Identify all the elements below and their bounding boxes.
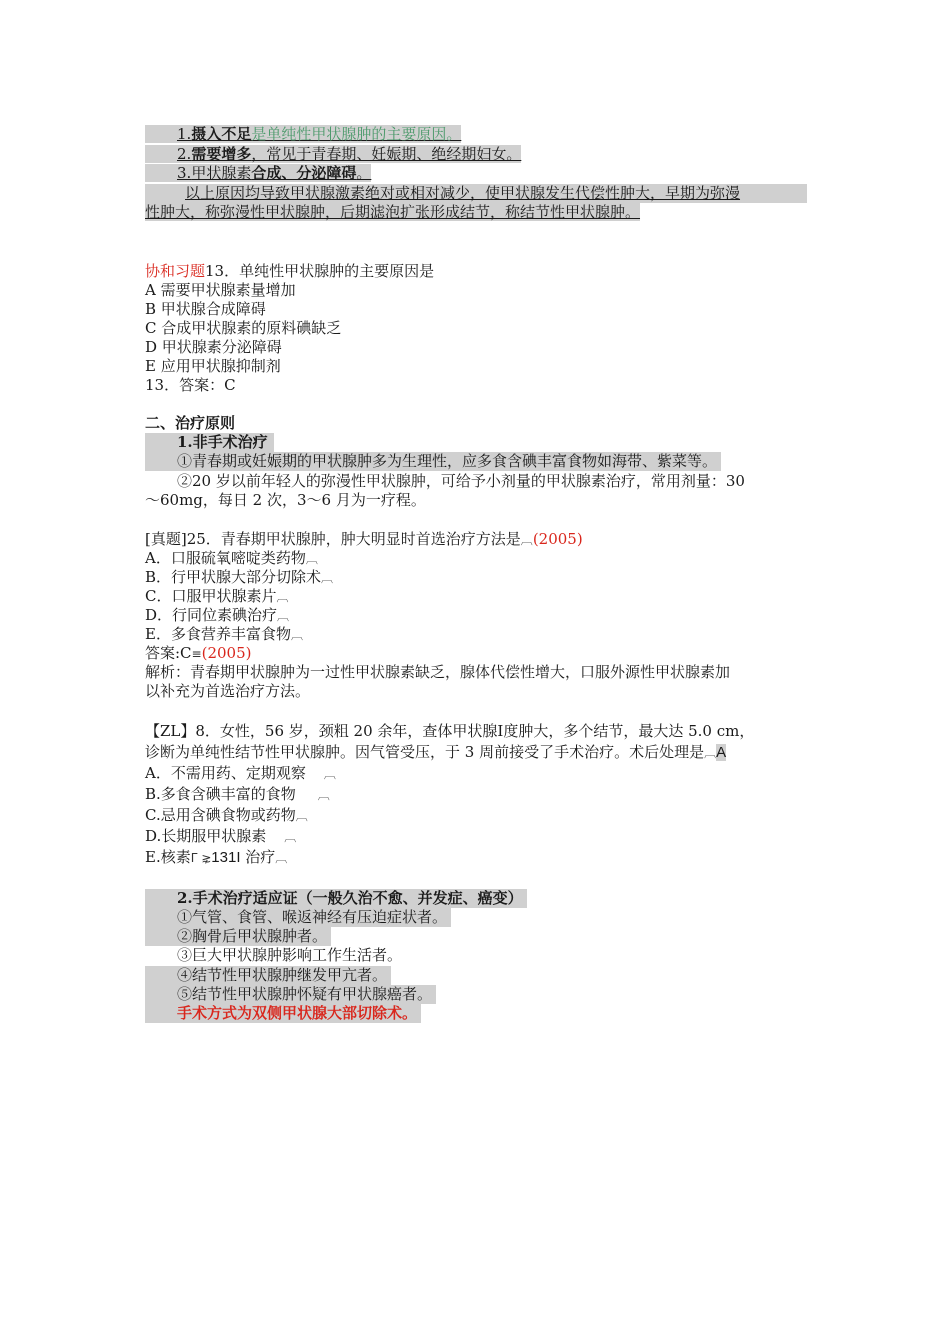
surgery-item-5: ⑤结节性甲状腺肿怀疑有甲状腺癌者。 (145, 985, 436, 1004)
cause-summary (145, 184, 807, 203)
q3-option-c-mark: ︹ (295, 809, 308, 823)
cause-3-number: 3. (177, 164, 192, 182)
cause-line-1 (145, 125, 461, 144)
q2-answer-year: (2005) (201, 644, 252, 662)
q2-option-d-row (145, 606, 289, 626)
q3-stem-line-2: 诊断为单纯性结节性甲状腺肿。因气管受压，于 3 周前接受了手术治疗。术后处理是 (145, 743, 705, 761)
q2-option-c-mark: ︹ (276, 590, 289, 604)
q1-option-a: A 需要甲状腺素量增加 (145, 281, 296, 299)
treatment-p2-line-2: ～60mg，每日 2 次，3～6 月为一疗程。 (145, 491, 426, 509)
q2-option-b-mark: ︹ (321, 571, 334, 585)
surgery-item-3: ③巨大甲状腺肿影响工作生活者。 (177, 946, 403, 964)
q3-answer-letter: A (716, 744, 727, 761)
treatment-heading: 二、治疗原则 (145, 414, 236, 432)
q3-option-e-marks: ᒥ ⋧ (190, 851, 212, 865)
treatment-p1: ①青春期或妊娠期的甲状腺肿多为生理性，应多食含碘丰富食物如海带、紫菜等。 (145, 452, 721, 471)
cause-summary-line-1: 以上原因均导致甲状腺激素绝对或相对减少，使甲状腺发生代偿性肿大，早期为弥漫 (145, 184, 807, 203)
q3-option-a-row (145, 764, 336, 784)
surgery-method: 手术方式为双侧甲状腺大部切除术。 (145, 1004, 421, 1023)
surgery-item-1-row (145, 908, 451, 927)
cause-3-text: 。 (356, 164, 372, 182)
q2-option-a-row (145, 549, 318, 569)
q3-option-c: C.忌用含碘食物或药物 (145, 806, 296, 824)
q2-stem-mark: ︹ (520, 533, 533, 547)
q2-option-b-row (145, 568, 333, 588)
surgery-method-row (145, 1004, 421, 1023)
cause-summary-2 (145, 203, 640, 222)
q3-option-a: A．不需用药、定期观察 (145, 764, 306, 782)
surgery-item-1: ①气管、食管、喉返神经有压迫症状者。 (145, 908, 451, 927)
q3-option-e-iodine: I (236, 849, 241, 866)
q2-option-e-mark: ︹ (290, 628, 303, 642)
q3-option-b-mark: ︹ (317, 788, 330, 802)
q2-option-d-mark: ︹ (277, 609, 290, 623)
treatment-p1-row (145, 452, 721, 471)
q2-option-e-row (145, 625, 303, 645)
q3-option-d-mark: ︹ (284, 830, 297, 844)
q1-answer: 13．答案：C (145, 376, 236, 394)
q3-option-e-prefix: E.核素 (145, 848, 191, 866)
treatment-p2-line-1: ②20 岁以前年轻人的弥漫性甲状腺肿，可给予小剂量的甲状腺素治疗，常用剂量：30 (177, 472, 745, 490)
q2-stem (145, 530, 583, 550)
q1-stem (145, 262, 434, 281)
cause-1-text: 是单纯性甲状腺肿的主要原因。 (251, 125, 462, 143)
q2-option-c-row (145, 587, 289, 607)
q2-answer: 答案:C (145, 644, 192, 662)
cause-2-text: ，常见于青春期、妊娠期、绝经期妇女。 (251, 145, 522, 163)
q2-option-d: D．行同位素碘治疗 (145, 606, 278, 624)
q3-option-b-row (145, 785, 330, 805)
q3-option-d: D.长期服甲状腺素 (145, 827, 267, 845)
cause-3-keyword: 合成、分泌障碍 (251, 164, 357, 182)
cause-1-keyword: 摄入不足 (191, 125, 252, 143)
q3-option-e-row (145, 848, 287, 868)
q2-answer-mark: ≡ (191, 647, 202, 661)
cause-line-3 (145, 164, 371, 183)
cause-2-keyword: 需要增多 (191, 145, 252, 163)
q1-option-d: D 甲状腺素分泌障碍 (145, 338, 282, 356)
q2-option-e: E．多食营养丰富食物 (145, 625, 291, 643)
q2-analysis-line-2: 以补充为首选治疗方法。 (145, 682, 311, 700)
surgery-item-5-row (145, 985, 436, 1004)
q1-option-c: C 合成甲状腺素的原料碘缺乏 (145, 319, 342, 337)
cause-3-prefix: 甲状腺素 (191, 164, 252, 182)
q1-tag: 协和习题 (145, 262, 206, 280)
q1-stem-text: 13．单纯性甲状腺肿的主要原因是 (205, 262, 435, 280)
q1-option-e: E 应用甲状腺抑制剂 (145, 357, 281, 375)
surgery-item-4: ④结节性甲状腺肿继发甲亢者。 (145, 966, 391, 985)
surgery-item-4-row (145, 966, 391, 985)
q3-option-e-mark: ︹ (275, 851, 288, 865)
q2-option-c: C．口服甲状腺素片 (145, 587, 277, 605)
cause-1-number: 1. (177, 125, 192, 143)
q3-option-e-suffix: 治疗 (240, 848, 276, 866)
q3-option-b: B.多食含碘丰富的食物 (145, 785, 296, 803)
q3-option-a-mark: ︹ (323, 767, 336, 781)
cause-summary-line-2: 性肿大，称弥漫性甲状腺肿，后期滤泡扩张形成结节，称结节性甲状腺肿。 (145, 203, 641, 221)
surgery-item-2: ②胸骨后甲状腺肿者。 (145, 927, 331, 946)
surgery-title: 2.手术治疗适应证（一般久治不愈、并发症、癌变） (145, 889, 527, 908)
surgery-title-row (145, 889, 527, 908)
q3-option-d-row (145, 827, 296, 847)
q2-stem-text: [真题]25．青春期甲状腺肿，肿大明显时首选治疗方法是 (145, 530, 521, 548)
q2-answer-row (145, 644, 251, 664)
q2-year: (2005) (532, 530, 583, 548)
q3-stem-mark: ︹ (704, 746, 717, 760)
treatment-sub1-row (145, 433, 274, 452)
q1-option-b: B 甲状腺合成障碍 (145, 300, 266, 318)
q2-option-a-mark: ︹ (305, 552, 318, 566)
q2-option-a: A．口服硫氧嘧啶类药物 (145, 549, 306, 567)
surgery-item-2-row (145, 927, 331, 946)
treatment-sub1: 1.非手术治疗 (145, 433, 274, 452)
cause-2-number: 2. (177, 145, 192, 163)
q2-option-b: B．行甲状腺大部分切除术 (145, 568, 322, 586)
q2-analysis-line-1: 解析：青春期甲状腺肿为一过性甲状腺素缺乏，腺体代偿性增大，口服外源性甲状腺素加 (145, 663, 731, 681)
q3-stem-line-2-row (145, 743, 726, 763)
q3-option-c-row (145, 806, 308, 826)
cause-line-2 (145, 145, 521, 164)
q3-stem-line-1: 【ZL】8．女性，56 岁，颈粗 20 余年，查体甲状腺Ⅰ度肿大，多个结节，最大达 5.0 cm， (145, 722, 755, 740)
q3-option-e-isotope: 131 (211, 849, 237, 866)
